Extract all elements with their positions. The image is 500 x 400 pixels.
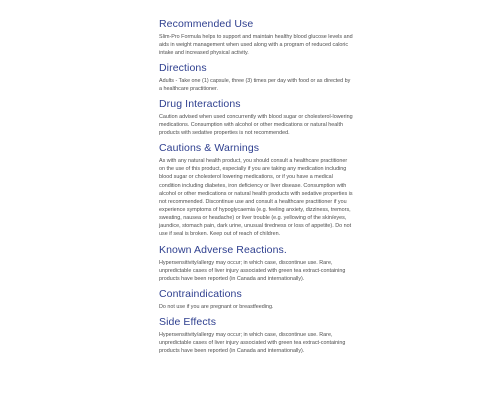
section-text: Caution advised when used concurrently with blood sugar or cholesterol-lowering medications. Consumption with alcohol or other medications or natural health products with sedative properties is not recommended. — [159, 114, 353, 137]
section-text: Hypersensitivity/allergy may occur; in which case, discontinue use. Rare, unpredictable cases of liver injury associated with green tea extract-containing products have been reported (in Canada and internationally). — [159, 259, 346, 282]
section-text: As with any natural health product, you should consult a healthcare practitioner on the use of this product, especially if you are taking any medication including blood sugar or cholesterol lowering medications, or if you have a medical condition including diabetes, iron deficiency or liver disease. Consumption with alcohol or other medications or natural health products with sedative properties is not recommended. Discontinue use and consult a healthcare practitioner if you experience symptoms of hypoglycaemia (e.g. feeling anxiety, dizziness, tremors, sweating, nausea or headache) or liver trouble (e.g. yellowing of the skin/eyes, jaundice, stomach pain, dark urine, unusual tiredness or loss of appetite). Do not use if seal is broken. Keep out of reach of children. — [159, 158, 353, 237]
section-known-adverse-reactions — [159, 244, 353, 283]
section-heading: Cautions & Warnings — [159, 142, 260, 155]
product-info-content — [159, 18, 353, 355]
section-directions — [159, 62, 353, 93]
section-drug-interactions — [159, 98, 353, 137]
section-text: Hypersensitivity/allergy may occur; in which case, discontinue use. Rare, unpredictable cases of liver injury associated with green tea extract-containing products have been reported (in Canada and internationally). — [159, 332, 346, 355]
section-heading: Drug Interactions — [159, 98, 241, 111]
section-cautions-warnings — [159, 142, 353, 237]
section-recommended-use — [159, 18, 353, 57]
section-side-effects — [159, 316, 353, 355]
section-heading: Contraindications — [159, 287, 242, 300]
section-text: Adults - Take one (1) capsule, three (3) times per day with food or as directed by a healthcare practitioner. — [159, 78, 351, 93]
section-contraindications — [159, 288, 353, 311]
section-text: Slim-Pro Formula helps to support and maintain healthy blood glucose levels and aids in weight management when used along with a program of reduced caloric intake and increased physical activity. — [159, 34, 353, 57]
section-text: Do not use if you are pregnant or breastfeeding. — [159, 303, 274, 310]
section-heading: Recommended Use — [159, 18, 254, 30]
section-heading: Side Effects — [159, 316, 217, 329]
section-heading: Known Adverse Reactions. — [159, 243, 287, 256]
section-heading: Directions — [159, 62, 207, 75]
